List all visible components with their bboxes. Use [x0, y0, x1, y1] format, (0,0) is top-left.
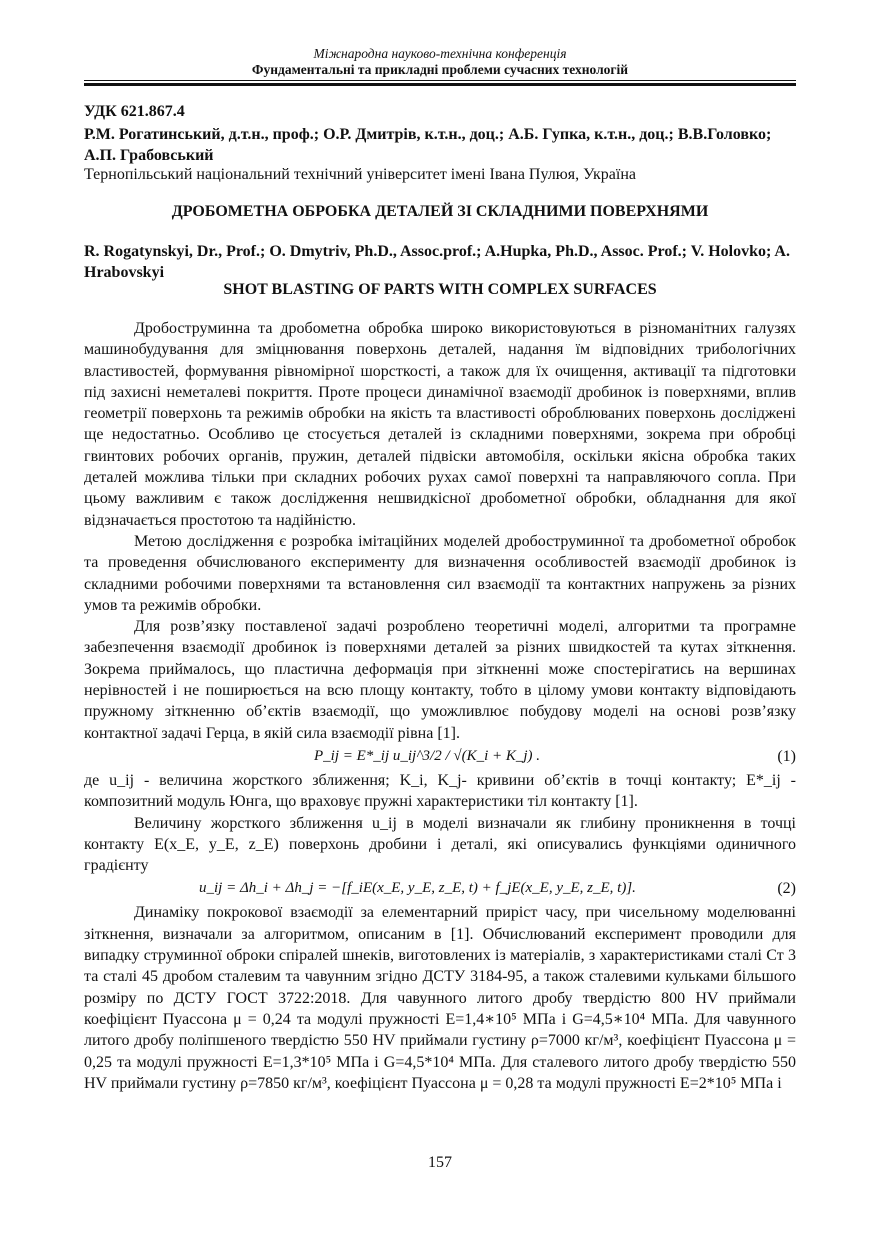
affiliation: Тернопільський національний технічний університет імені Івана Пулюя, Україна	[84, 166, 636, 183]
paper-title-english: SHOT BLASTING OF PARTS WITH COMPLEX SURFACES	[223, 281, 657, 298]
header-rule-thick	[84, 83, 796, 86]
paper-title-ukrainian: ДРОБОМЕТНА ОБРОБКА ДЕТАЛЕЙ ЗІ СКЛАДНИМИ ПОВЕРХНЯМИ	[171, 203, 709, 220]
paragraph-approach: Величину жорсткого зближення u_ij в моделі визначали як глибину проникнення в точці контакту E(x_E, y_E, z_E) поверхонь дробини і деталі, які описувались функціями одиничного градієнту	[84, 814, 796, 875]
page-number: 157	[428, 1154, 452, 1171]
equation-1-expression: P_ij = E*_ij u_ij^3/2 / √(K_i + K_j) .	[314, 747, 541, 764]
udk-code: УДК 621.867.4	[84, 103, 185, 120]
paragraph-intro: Дробоструминна та дробометна обробка широко використовуються в різноманітних галузях машинобудування для зміцнювання поверхонь деталей, надання їм відповідних трибологічних властивостей, формування рівномірної шорсткості, а також для їх очищення, активації та підготовки під захисні неметалеві покриття. Проте процеси динамічної взаємодії дробинок із поверхнями, вплив геометрії поверхонь та режимів обробки на якість та властивості оброблюваних поверхонь досліджені ще недостатньо. Особливо це стосується деталей із складними поверхнями, зокрема при обробці гвинтових робочих органів, пружин, деталей підвіски автомобіля, оскільки якісна обробка таких деталей можлива тільки при складних робочих рухах самої поверхні та направляючого сопла. При цьому важливим є також дослідження нешвидкісної дробометної обробки, обладнання для якої відзначається простотою та надійністю.	[84, 320, 796, 529]
authors-english: R. Rogatynskyi, Dr., Prof.; O. Dmytriv, Ph.D., Assoc.prof.; A.Hupka, Ph.D., Assoc. Prof.; V. Holovko; A. Hrabovskyi	[84, 243, 790, 281]
header-rule-thin	[84, 80, 796, 81]
equation-1	[84, 744, 796, 770]
paragraph-experiment: Динаміку покрокової взаємодії за елементарний приріст часу, при чисельному моделюванні зіткнення, визначали за алгоритмом, описаним в [1]. Обчислюваний експеримент проводили для випадку струминної оброки спіралей шнеків, виготовлених із матеріалів, з характеристиками сталі Ст 3 та сталі 45 дробом сталевим та чавунним згідно ДСТУ 3184-95, а також сталевими кульками більшого розміру по ДСТУ ГОСТ 3722:2018. Для чавунного литого дробу твердістю 800 HV приймали коефіцієнт Пуассона μ = 0,24 та модулі пружності E=1,4∗10⁵ МПа і G=4,5∗10⁴ МПа. Для чавунного литого дробу поліпшеного твердістю 550 HV приймали густину ρ=7000 кг/м³, коефіцієнт Пуассона μ = 0,25 та модулі пружності E=1,3*10⁵ МПа і G=4,5*10⁴ МПа. Для сталевого литого дробу твердістю 550 HV приймали густину ρ=7850 кг/м³, коефіцієнт Пуассона μ = 0,28 та модулі пружності E=2*10⁵ МПа і	[84, 904, 796, 1092]
paragraph-where: де u_ij - величина жорсткого зближення; K_i, K_j- кривини об’єктів в точці контакту; E*_ij - композитний модуль Юнга, що враховує пружні характеристики тіл контакту [1].	[84, 771, 796, 811]
authors-ukrainian: Р.М. Рогатинський, д.т.н., проф.; О.Р. Дмитрів, к.т.н., доц.; А.Б. Гупка, к.т.н., доц.; В.В.Головко; А.П. Грабовський	[84, 126, 772, 164]
paper-body	[84, 318, 796, 1094]
conference-header: Міжнародна науково-технічна конференція	[313, 46, 567, 61]
paragraph-goal: Метою дослідження є розробка імітаційних моделей дробоструминної та дробометної обробок та проведення обчислюваного експерименту для визначення особливостей взаємодії дробинок із складними робочими поверхнями та встановлення сил взаємодії та контактних напружень за різних умов та режимів обробки.	[84, 532, 796, 614]
equation-2	[84, 876, 796, 902]
paragraph-method: Для розв’язку поставленої задачі розроблено теоретичні моделі, алгоритми та програмне забезпечення взаємодії дробинок із поверхнями деталей за різних швидкостей та кутах зіткнення. Зокрема приймалось, що пластична деформація при зіткненні може спостерігатись на вершинах нерівностей і не поширюється на всю площу контакту, тобто в цілому умови контакту відповідають пружному зіткненню об’єктів взаємодії, що уможливлює побудову моделі на основі розв’язку контактної задачі Герца, в якій сила взаємодії рівна [1].	[84, 618, 796, 742]
equation-2-number: (2)	[777, 880, 796, 898]
equation-2-expression: u_ij = Δh_i + Δh_j = −[f_iE(x_E, y_E, z_E, t) + f_jE(x_E, y_E, z_E, t)].	[199, 880, 636, 897]
equation-1-number: (1)	[777, 747, 796, 765]
conference-title: Фундаментальні та прикладні проблеми сучасних технологій	[251, 62, 629, 77]
